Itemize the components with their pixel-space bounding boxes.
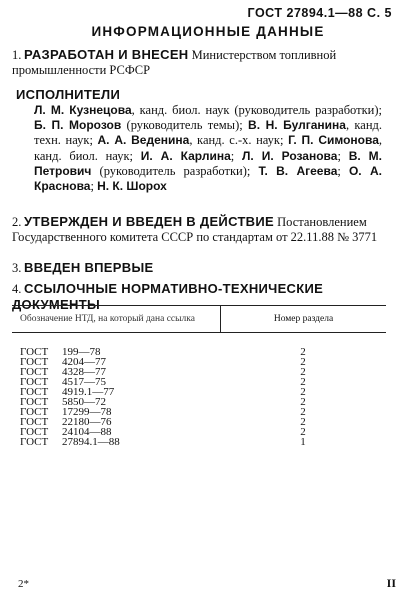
- doc-prefix: ГОСТ: [20, 346, 49, 358]
- doc-number: 17299—78: [62, 406, 112, 418]
- section-3: 3. ВВЕДЕН ВПЕРВЫЕ: [12, 260, 154, 275]
- doc-number: 5850—72: [62, 396, 106, 408]
- executor-name: Б. П. Морозов: [34, 118, 122, 133]
- doc-number: 22180—76: [62, 416, 112, 428]
- section-number-cell: 1: [300, 436, 306, 448]
- section-number-cell: 2: [300, 396, 306, 408]
- doc-prefix: ГОСТ: [20, 376, 49, 388]
- doc-prefix: ГОСТ: [20, 426, 49, 438]
- section-1-heading: РАЗРАБОТАН И ВНЕСЕН: [24, 47, 189, 62]
- doc-prefix: ГОСТ: [20, 396, 49, 408]
- executor-name: Т. В. Агеева: [258, 163, 338, 178]
- executor-name: В. Н. Булганина: [248, 118, 346, 133]
- section-number-cell: 2: [300, 346, 306, 358]
- executor-role: , канд. с.-х. наук;: [189, 133, 289, 148]
- executors-list: [34, 103, 382, 194]
- executor-role: (руководитель разработки);: [91, 163, 259, 178]
- executor-name: Л. И. Розанова: [241, 148, 338, 163]
- executor-role: (руководитель темы);: [121, 118, 249, 133]
- table-row: [12, 437, 386, 447]
- doc-number: 4919.1—77: [62, 386, 115, 398]
- doc-prefix: ГОСТ: [20, 416, 49, 428]
- executors-heading: ИСПОЛНИТЕЛИ: [16, 87, 121, 102]
- section-2-text: Постановлением Государственного комитета СССР по стандартам от 22.11.88 № 3771: [12, 215, 378, 244]
- section-1-text: Министерством топливной промышленности РСФСР: [12, 48, 337, 77]
- section-number-cell: 2: [300, 366, 306, 378]
- executor-name: В. М. Петрович: [34, 148, 382, 178]
- page-header: ГОСТ 27894.1—88 С. 5: [247, 6, 392, 20]
- table-header: [12, 305, 386, 333]
- page-number: II: [386, 576, 396, 590]
- references-table: [12, 305, 386, 447]
- section-number-cell: 2: [300, 406, 306, 418]
- doc-prefix: ГОСТ: [20, 386, 49, 398]
- executor-name: Л. М. Кузнецова: [34, 103, 132, 117]
- doc-prefix: ГОСТ: [20, 356, 49, 368]
- doc-number: 4204—77: [62, 356, 106, 368]
- executor-name: О. А. Краснова: [34, 163, 382, 194]
- section-number-cell: 2: [300, 386, 306, 398]
- section-number-cell: 2: [300, 416, 306, 428]
- executor-role: ;: [90, 179, 98, 194]
- doc-prefix: ГОСТ: [20, 436, 49, 448]
- doc-cell: [12, 437, 220, 447]
- doc-number: 4517—75: [62, 376, 106, 388]
- page-title: ИНФОРМАЦИОННЫЕ ДАННЫЕ: [91, 24, 325, 39]
- footer-left: 2*: [18, 578, 29, 590]
- section-number-cell: 2: [300, 376, 306, 388]
- executor-name: Н. К. Шорох: [97, 179, 167, 194]
- executor-role: , канд. биол. наук;: [34, 133, 383, 163]
- section-3-heading: ВВЕДЕН ВПЕРВЫЕ: [24, 260, 154, 275]
- doc-prefix: ГОСТ: [20, 366, 49, 378]
- doc-number: 4328—77: [62, 366, 106, 378]
- section-2: 2. УТВЕРЖДЕН И ВВЕДЕН В ДЕЙСТВИЕ Постановлением Государственного комитета СССР по стандартам от 22.11.88 № 3771: [12, 214, 378, 244]
- executor-name: Г. П. Симонова: [288, 133, 379, 148]
- executor-role: , канд. биол. наук (руководитель разработки);: [131, 103, 382, 117]
- section-number-cell: 2: [300, 356, 306, 368]
- section-2-heading: УТВЕРЖДЕН И ВВЕДЕН В ДЕЙСТВИЕ: [24, 214, 274, 229]
- executor-role: ;: [337, 148, 349, 163]
- col-section-header: Номер раздела: [273, 314, 334, 324]
- doc-number: 199—78: [62, 346, 101, 358]
- doc-number: 24104—88: [62, 426, 112, 438]
- section-1: 1. РАЗРАБОТАН И ВНЕСЕН Министерством топливной промышленности РСФСР: [12, 47, 337, 77]
- executor-role: ;: [230, 148, 242, 163]
- executor-name: И. А. Карлина: [140, 148, 231, 163]
- section-number-cell: 2: [300, 426, 306, 438]
- executor-role: ;: [337, 163, 349, 178]
- section-4-heading: ССЫЛОЧНЫЕ НОРМАТИВНО-ТЕХНИЧЕСКИЕ ДОКУМЕНТЫ: [12, 281, 324, 312]
- col-doc-header: Обозначение НТД, на который дана ссылка: [12, 306, 221, 332]
- section-4: 4. ССЫЛОЧНЫЕ НОРМАТИВНО-ТЕХНИЧЕСКИЕ ДОКУМЕНТЫ: [12, 281, 324, 312]
- executor-name: А. А. Веденина: [97, 133, 190, 148]
- doc-prefix: ГОСТ: [20, 406, 49, 418]
- executor-role: , канд. техн. наук;: [34, 118, 382, 148]
- doc-number: 27894.1—88: [62, 436, 120, 448]
- table-body: [12, 333, 386, 447]
